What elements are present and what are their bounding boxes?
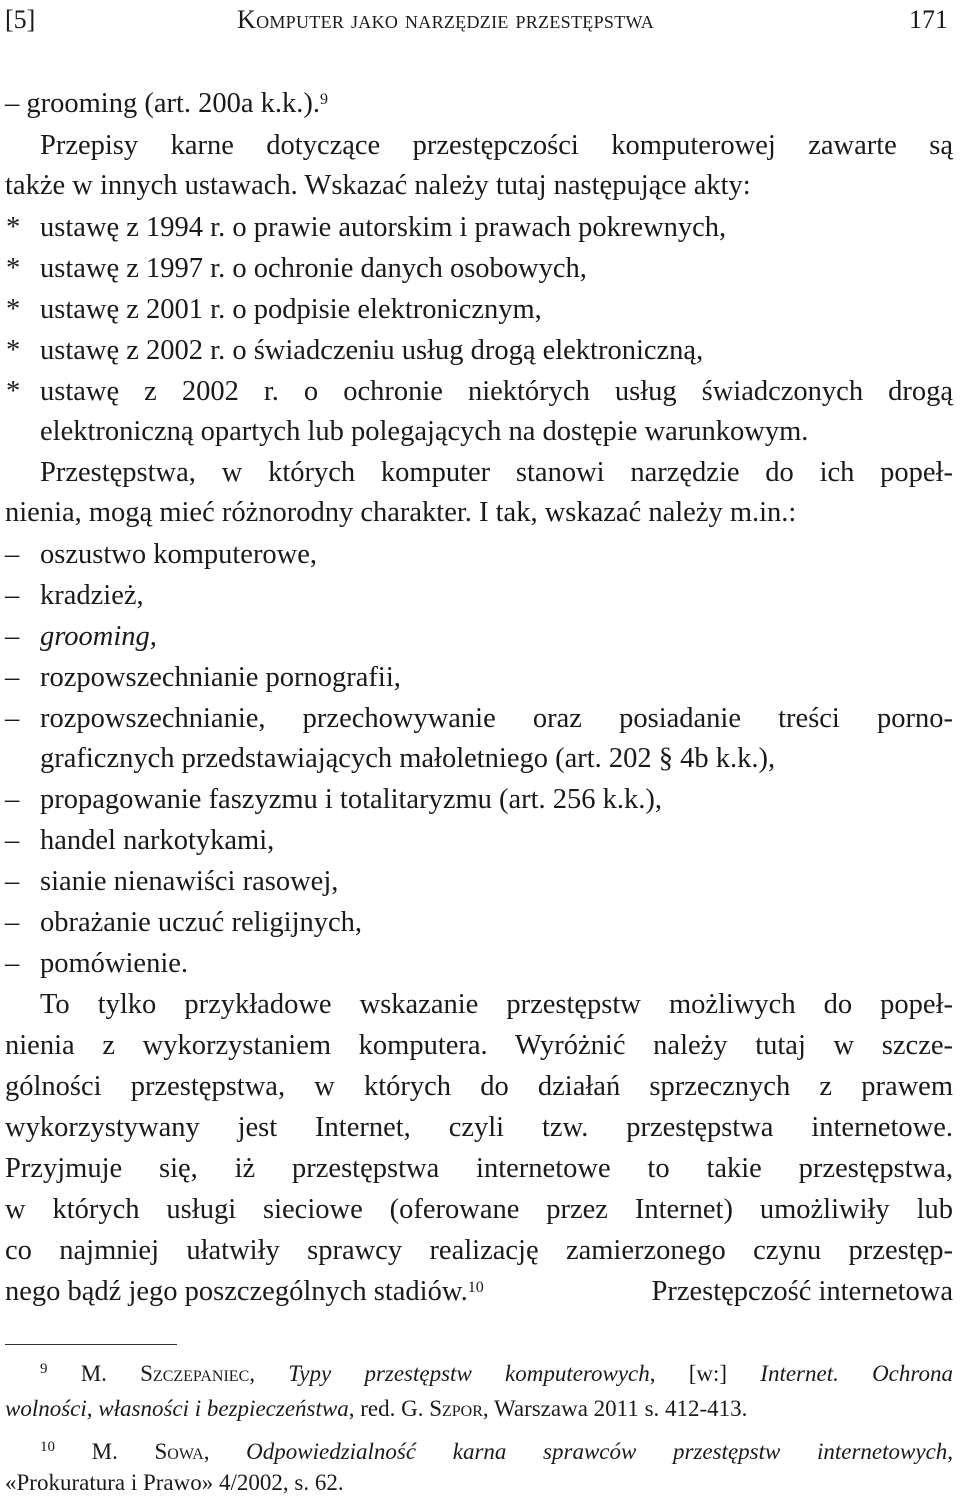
paragraph-line: Przestępstwa, w których komputer stanowi narzędzie do ich popeł- [40, 457, 953, 488]
list-item: ustawę z 1994 r. o prawie autorskim i prawach pokrewnych, [40, 212, 727, 243]
bullet-dash: – [5, 703, 20, 734]
paragraph-line: wykorzystywany jest Internet, czyli tzw. przestępstwa internetowe. [5, 1112, 953, 1143]
list-item: ustawę z 2001 r. o podpisie elektronicznym, [40, 294, 542, 325]
bullet-star: * [6, 376, 21, 407]
list-item: kradzież, [40, 580, 144, 611]
bullet-star: * [6, 335, 21, 366]
line-text: nego bądź jego poszczególnych stadiów. [5, 1276, 468, 1307]
fn-rest: Warszawa 2011 s. 412-413. [494, 1396, 748, 1421]
bullet-star: * [6, 253, 21, 284]
paragraph-line: Przyjmuje się, iż przestępstwa internetowe to takie przestępstwa, [5, 1153, 953, 1184]
bullet-star: * [6, 294, 21, 325]
list-item: propagowanie faszyzmu i totalitaryzmu (art. 256 k.k.), [40, 784, 663, 815]
list-item: ustawę z 2002 r. o świadczeniu usług drogą elektroniczną, [40, 335, 704, 366]
footnote-9: $^9$ M. Szczepaniec, Typy przestępstw komputerowych, [w:] Internet. Ochrona [40, 1361, 953, 1386]
paragraph-line: gólności przestępstwa, w których do działań sprzecznych z prawem [5, 1071, 953, 1102]
paragraph-line: Przepisy karne dotyczące przestępczości komputerowej zawarte są [40, 130, 953, 161]
fn-book-cont: wolności, własności i bezpieczeństwa [5, 1396, 349, 1421]
line-text: – grooming (art. 200a k.k.). [5, 88, 321, 119]
footnote-rule [5, 1344, 177, 1345]
list-item: handel narkotykami, [40, 825, 275, 856]
fn-author-initial: M. [80, 1361, 107, 1386]
list-item: sianie nienawiści rasowej, [40, 866, 339, 897]
fn-editor: Szpor [429, 1396, 483, 1421]
footnote-10: $^{10}$ M. Sowa, Odpowiedzialność karna sprawców przestępstw internetowych, [40, 1439, 954, 1464]
paragraph-line: nienia z wykorzystaniem komputera. Wyróżnić należy tutaj w szcze- [5, 1030, 953, 1061]
running-title: Komputer jako narzędzie przestępstwa [237, 5, 655, 34]
list-item: grooming, [40, 621, 157, 652]
paragraph-line: także w innych ustawach. Wskazać należy tutaj następujące akty: [5, 170, 751, 201]
fn-in: [w:] [688, 1361, 728, 1386]
bullet-dash: – [5, 784, 20, 815]
footnote-ref: 9 [320, 91, 329, 108]
bullet-dash: – [5, 580, 20, 611]
paragraph-line: nienia, mogą mieć różnorodny charakter. I tak, wskazać należy m.in.: [5, 497, 797, 528]
bullet-dash: – [5, 539, 20, 570]
list-item-cont: elektroniczną opartych lub polegających na dostępie warunkowym. [40, 416, 809, 447]
fn-book: Internet. Ochrona [760, 1361, 953, 1386]
fn-ed: red. G. [360, 1396, 424, 1421]
paragraph-line: co najmniej ułatwiły sprawcy realizację zamierzonego czynu przestęp- [5, 1235, 953, 1266]
list-item: obrażanie uczuć religijnych, [40, 907, 363, 938]
fn-author: Szczepaniec [140, 1361, 250, 1386]
fn-author: Sowa [154, 1439, 204, 1464]
paragraph-line: To tylko przykładowe wskazanie przestępstw możliwych do popeł- [40, 989, 953, 1020]
footnote-number: 9 [40, 1361, 48, 1377]
fn-author-initial: M. [91, 1439, 118, 1464]
line-text-end: Przestępczość internetowa [651, 1276, 953, 1307]
bullet-dash: – [5, 907, 20, 938]
list-item [5, 84, 328, 124]
bullet-dash: – [5, 621, 20, 652]
paragraph-line [5, 1272, 953, 1312]
fn-title: Odpowiedzialność karna sprawców przestępstw internetowych, [246, 1439, 954, 1464]
paragraph-line: w których usługi sieciowe (oferowane przez Internet) umożliwiły lub [5, 1194, 953, 1225]
list-item-cont: graficznych przedstawiających małoletniego (art. 202 § 4b k.k.), [40, 743, 776, 774]
footnote-10-cont: «Prokuratura i Prawo» 4/2002, s. 62. [5, 1470, 344, 1495]
footnote-9-cont: wolności, własności i bezpieczeństwa, red. G. Szpor, Warszawa 2011 s. 412-413. [5, 1396, 748, 1421]
bullet-star: * [6, 212, 21, 243]
list-item: ustawę z 1997 r. o ochronie danych osobowych, [40, 253, 587, 284]
list-item: pomówienie. [40, 948, 189, 979]
list-item: ustawę z 2002 r. o ochronie niektórych usług świadczonych drogą [40, 376, 953, 407]
list-item: rozpowszechnianie pornografii, [40, 662, 401, 693]
bullet-dash: – [5, 866, 20, 897]
footnote-ref: 10 [467, 1279, 484, 1296]
running-header [5, 2, 948, 38]
bullet-dash: – [5, 662, 20, 693]
list-item: oszustwo komputerowe, [40, 539, 318, 570]
fn-title: Typy przestępstw komputerowych [288, 1361, 650, 1386]
list-item: rozpowszechnianie, przechowywanie oraz posiadanie treści porno- [40, 703, 953, 734]
bullet-dash: – [5, 825, 20, 856]
footnote-number: 10 [40, 1439, 55, 1455]
page-number: 171 [909, 5, 948, 34]
bullet-dash: – [5, 948, 20, 979]
section-marker: [5] [5, 5, 36, 34]
